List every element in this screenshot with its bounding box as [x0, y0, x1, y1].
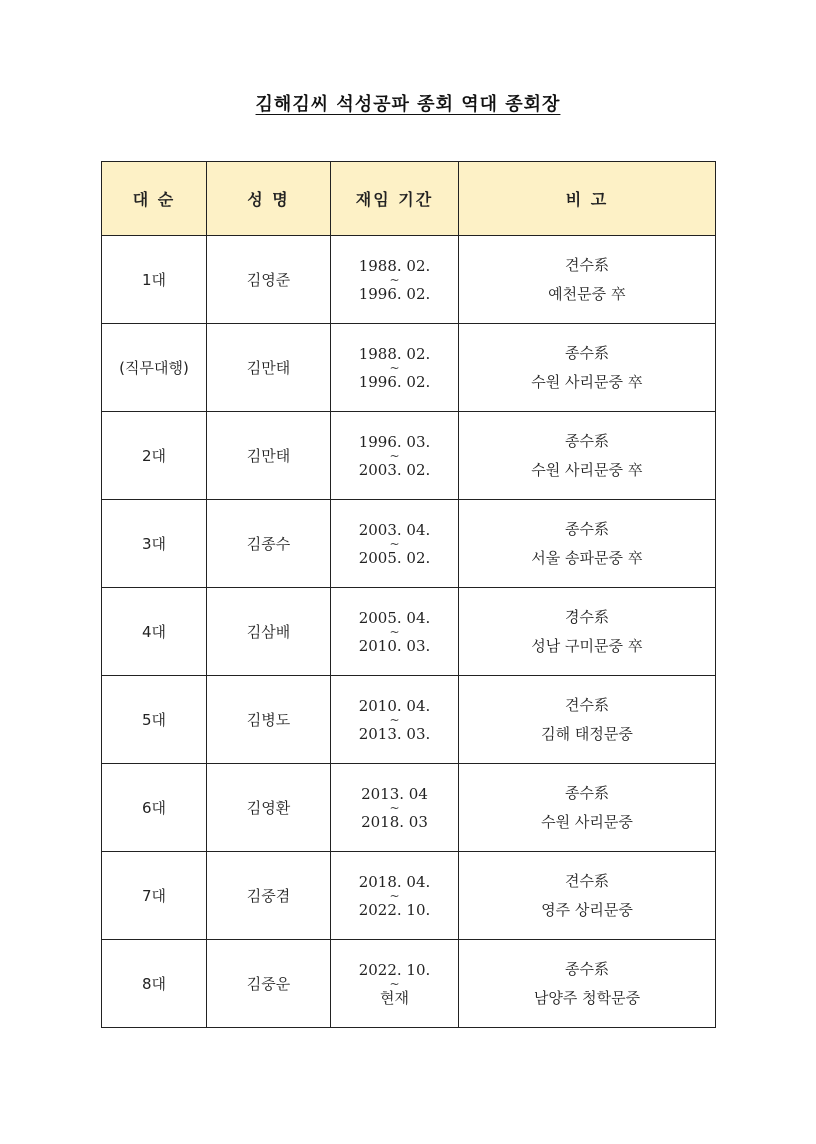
note-cell: [459, 500, 716, 588]
term-end: 2003. 02.: [358, 460, 431, 479]
header-term: 재임 기간: [331, 162, 459, 236]
term-end: 1996. 02.: [358, 284, 431, 303]
term-separator: ~: [389, 360, 400, 375]
term-start: 2018. 04.: [358, 872, 431, 891]
note-cell: [459, 764, 716, 852]
note-lineage: 견수系: [565, 255, 609, 274]
note-school: 성남 구미문중 卒: [531, 636, 643, 655]
name-cell: 김만태: [207, 324, 331, 412]
term-separator: ~: [389, 272, 400, 287]
term-start: 2003. 04.: [358, 520, 431, 539]
term-end: 1996. 02.: [358, 372, 431, 391]
table-row: [102, 236, 716, 324]
header-note: 비 고: [459, 162, 716, 236]
name-cell: 김중겸: [207, 852, 331, 940]
term-separator: ~: [389, 624, 400, 639]
note-cell: [459, 324, 716, 412]
name-cell: 김영준: [207, 236, 331, 324]
term-start: 2022. 10.: [358, 960, 431, 979]
table-row: [102, 588, 716, 676]
term-cell: [331, 500, 459, 588]
note-school: 수원 사리문중 卒: [531, 460, 643, 479]
term-end: 2018. 03: [361, 812, 428, 831]
term-end: 2013. 03.: [358, 724, 431, 743]
term-separator: ~: [389, 448, 400, 463]
note-cell: [459, 676, 716, 764]
term-cell: [331, 852, 459, 940]
term-separator: ~: [389, 712, 400, 727]
term-cell: [331, 764, 459, 852]
term-separator: ~: [389, 536, 400, 551]
term-end: 2005. 02.: [358, 548, 431, 567]
name-cell: 김종수: [207, 500, 331, 588]
term-end: 2010. 03.: [358, 636, 431, 655]
order-cell: 5대: [102, 676, 207, 764]
term-cell: [331, 940, 459, 1028]
note-school: 영주 상리문중: [541, 900, 633, 919]
note-school: 수원 사리문중 卒: [531, 372, 643, 391]
note-lineage: 종수系: [565, 783, 609, 802]
name-cell: 김병도: [207, 676, 331, 764]
table-row: [102, 852, 716, 940]
order-cell: 6대: [102, 764, 207, 852]
note-lineage: 종수系: [565, 343, 609, 362]
note-school: 김해 태정문중: [541, 724, 633, 743]
note-school: 서울 송파문중 卒: [531, 548, 643, 567]
term-cell: [331, 236, 459, 324]
term-start: 1988. 02.: [358, 344, 431, 363]
term-end: 현재: [380, 988, 409, 1007]
table-row: [102, 412, 716, 500]
note-school: 남양주 청학문중: [533, 988, 641, 1007]
term-cell: [331, 588, 459, 676]
order-cell: 1대: [102, 236, 207, 324]
term-cell: [331, 676, 459, 764]
order-cell: 8대: [102, 940, 207, 1028]
roster-table: [101, 161, 716, 1028]
note-cell: [459, 412, 716, 500]
table-row: [102, 324, 716, 412]
table-header-row: [102, 162, 716, 236]
name-cell: 김만태: [207, 412, 331, 500]
note-lineage: 종수系: [565, 431, 609, 450]
note-lineage: 종수系: [565, 519, 609, 538]
term-cell: [331, 412, 459, 500]
term-start: 1988. 02.: [358, 256, 431, 275]
order-cell: 3대: [102, 500, 207, 588]
note-cell: [459, 940, 716, 1028]
note-lineage: 종수系: [565, 959, 609, 978]
table-row: [102, 676, 716, 764]
name-cell: 김삼배: [207, 588, 331, 676]
note-lineage: 견수系: [565, 871, 609, 890]
term-cell: [331, 324, 459, 412]
order-cell: (직무대행): [102, 324, 207, 412]
order-cell: 4대: [102, 588, 207, 676]
term-separator: ~: [389, 976, 400, 991]
note-cell: [459, 236, 716, 324]
table-row: [102, 500, 716, 588]
note-cell: [459, 852, 716, 940]
note-school: 수원 사리문중: [541, 812, 633, 831]
term-start: 2010. 04.: [358, 696, 431, 715]
note-lineage: 견수系: [565, 695, 609, 714]
term-start: 2013. 04: [361, 784, 428, 803]
table-row: [102, 940, 716, 1028]
note-lineage: 경수系: [565, 607, 609, 626]
header-order: 대 순: [102, 162, 207, 236]
note-cell: [459, 588, 716, 676]
term-start: 2005. 04.: [358, 608, 431, 627]
term-start: 1996. 03.: [358, 432, 431, 451]
term-end: 2022. 10.: [358, 900, 431, 919]
term-separator: ~: [389, 888, 400, 903]
table-row: [102, 764, 716, 852]
name-cell: 김영환: [207, 764, 331, 852]
header-name: 성 명: [207, 162, 331, 236]
name-cell: 김중운: [207, 940, 331, 1028]
page-title: 김해김씨 석성공파 종회 역대 종회장: [255, 94, 561, 115]
order-cell: 7대: [102, 852, 207, 940]
term-separator: ~: [389, 800, 400, 815]
order-cell: 2대: [102, 412, 207, 500]
note-school: 예천문중 卒: [548, 284, 626, 303]
table-body: [102, 236, 716, 1028]
